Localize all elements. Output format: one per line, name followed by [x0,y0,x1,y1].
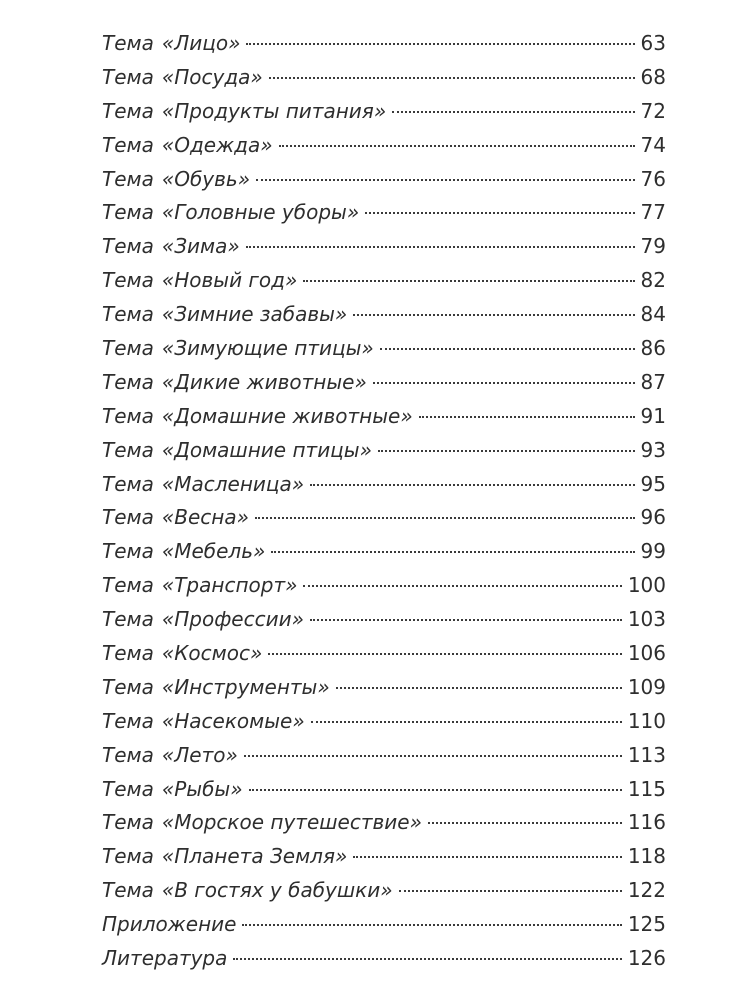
dot-leader [399,890,622,892]
toc-entry-page: 86 [640,336,666,361]
dot-leader [310,484,634,486]
toc-entry[interactable] [102,366,666,400]
dot-leader [269,77,635,79]
toc-entry-title: «Масленица» [161,471,305,496]
toc-entry-prefix: Тема [102,641,154,666]
dot-leader [310,619,622,621]
toc-entry-page: 116 [627,810,666,835]
dot-leader [378,450,635,452]
toc-entry-title: «Инструменты» [161,674,330,699]
toc-entry-page: 84 [640,302,666,327]
toc-entry-title: «Дикие животные» [161,369,367,394]
dot-leader [365,212,634,214]
toc-entry-page: 110 [627,708,666,733]
toc-entry-prefix: Тема [102,742,154,767]
toc-entry[interactable] [102,332,666,366]
toc-entry-prefix: Тема [102,98,154,123]
toc-entry-prefix: Тема [102,437,154,462]
dot-leader [233,958,621,960]
toc-entry[interactable] [102,569,666,603]
toc-entry-title: «В гостях у бабушки» [161,878,393,903]
toc-entry-page: 68 [640,64,666,89]
dot-leader [353,314,634,316]
toc-entry-prefix: Тема [102,776,154,801]
toc-entry-title: «Транспорт» [161,573,298,598]
toc-entry-prefix: Тема [102,336,154,361]
toc-entry-page: 103 [627,607,666,632]
dot-leader [303,280,634,282]
toc-entry[interactable] [102,61,666,95]
table-of-contents [102,27,666,976]
toc-entry[interactable] [102,806,666,840]
dot-leader [353,856,621,858]
dot-leader [419,416,635,418]
toc-entry-title: «Морское путешествие» [161,810,422,835]
toc-entry[interactable] [102,603,666,637]
dot-leader [311,721,622,723]
toc-entry-title: Литература [102,946,228,971]
toc-entry-prefix: Тема [102,539,154,564]
toc-entry-prefix: Тема [102,607,154,632]
toc-entry-title: «Планета Земля» [161,844,348,869]
toc-entry-page: 122 [627,878,666,903]
dot-leader [249,789,622,791]
toc-entry-prefix: Тема [102,234,154,259]
toc-entry-page: 115 [627,776,666,801]
dot-leader [244,755,622,757]
toc-entry-prefix: Тема [102,268,154,293]
toc-entry[interactable] [102,468,666,502]
toc-entry-prefix: Тема [102,302,154,327]
toc-entry-title: «Мебель» [161,539,266,564]
toc-entry-page: 125 [627,912,666,937]
toc-entry-appendix[interactable] [102,908,666,942]
toc-entry-prefix: Тема [102,844,154,869]
toc-entry-title: Приложение [102,912,237,937]
toc-entry-prefix: Тема [102,674,154,699]
toc-entry[interactable] [102,196,666,230]
dot-leader [428,822,622,824]
toc-entry[interactable] [102,434,666,468]
dot-leader [255,517,635,519]
toc-entry-page: 93 [640,437,666,462]
toc-entry[interactable] [102,637,666,671]
toc-entry-page: 63 [640,31,666,55]
toc-entry[interactable] [102,671,666,705]
toc-entry-page: 109 [627,674,666,699]
toc-entry-title: «Лицо» [161,31,241,55]
toc-entry-page: 76 [640,166,666,191]
dot-leader [271,551,634,553]
toc-entry[interactable] [102,95,666,129]
dot-leader [392,111,634,113]
toc-entry-page: 99 [640,539,666,564]
toc-entry-prefix: Тема [102,166,154,191]
toc-entry-page: 118 [627,844,666,869]
toc-entry-title: «Профессии» [161,607,304,632]
toc-entry-title: «Головные уборы» [161,200,360,225]
toc-entry[interactable] [102,840,666,874]
toc-entry-title: «Лето» [161,742,238,767]
dot-leader [279,145,635,147]
toc-entry-title: «Зима» [161,234,240,259]
toc-entry-page: 106 [627,641,666,666]
toc-entry-title: «Зимние забавы» [161,302,348,327]
toc-entry[interactable] [102,501,666,535]
toc-entry-prefix: Тема [102,31,154,55]
toc-entry-page: 77 [640,200,666,225]
dot-leader [303,585,621,587]
toc-entry[interactable] [102,874,666,908]
toc-entry-title: «Посуда» [161,64,263,89]
toc-entry[interactable] [102,535,666,569]
toc-entry-page: 87 [640,369,666,394]
toc-entry-title: «Домашние птицы» [161,437,372,462]
toc-entry[interactable] [102,264,666,298]
toc-entry-prefix: Тема [102,878,154,903]
dot-leader [242,924,621,926]
toc-entry[interactable] [102,705,666,739]
dot-leader [380,348,635,350]
toc-entry[interactable] [102,129,666,163]
toc-entry-page: 95 [640,471,666,496]
toc-entry-title: «Весна» [161,505,249,530]
toc-entry-page: 100 [627,573,666,598]
toc-entry[interactable] [102,739,666,773]
toc-entry-page: 91 [640,403,666,428]
toc-entry-page: 96 [640,505,666,530]
toc-entry-prefix: Тема [102,200,154,225]
toc-entry-literature[interactable] [102,942,666,976]
toc-entry-prefix: Тема [102,132,154,157]
toc-entry-prefix: Тема [102,708,154,733]
toc-entry-page: 113 [627,742,666,767]
dot-leader [268,653,621,655]
toc-entry-title: «Одежда» [161,132,273,157]
toc-entry[interactable] [102,230,666,264]
toc-entry-prefix: Тема [102,471,154,496]
toc-entry-page: 74 [640,132,666,157]
toc-entry[interactable] [102,773,666,807]
toc-entry-title: «Космос» [161,641,263,666]
toc-entry-prefix: Тема [102,403,154,428]
dot-leader [373,382,635,384]
toc-entry[interactable] [102,163,666,197]
toc-entry[interactable] [102,27,666,61]
toc-entry-prefix: Тема [102,64,154,89]
toc-entry-title: «Продукты питания» [161,98,387,123]
toc-entry-page: 82 [640,268,666,293]
toc-entry-title: «Обувь» [161,166,251,191]
toc-entry-page: 126 [627,946,666,971]
dot-leader [336,687,622,689]
toc-entry[interactable] [102,298,666,332]
dot-leader [256,179,634,181]
toc-entry-title: «Рыбы» [161,776,243,801]
dot-leader [246,246,635,248]
toc-entry-page: 72 [640,98,666,123]
toc-entry-title: «Зимующие птицы» [161,336,374,361]
toc-entry-prefix: Тема [102,810,154,835]
toc-entry-prefix: Тема [102,369,154,394]
toc-entry-page: 79 [640,234,666,259]
dot-leader [246,43,634,45]
toc-entry-title: «Домашние животные» [161,403,413,428]
toc-entry-title: «Новый год» [161,268,298,293]
toc-entry-title: «Насекомые» [161,708,305,733]
toc-entry-prefix: Тема [102,573,154,598]
toc-entry[interactable] [102,400,666,434]
toc-entry-prefix: Тема [102,505,154,530]
